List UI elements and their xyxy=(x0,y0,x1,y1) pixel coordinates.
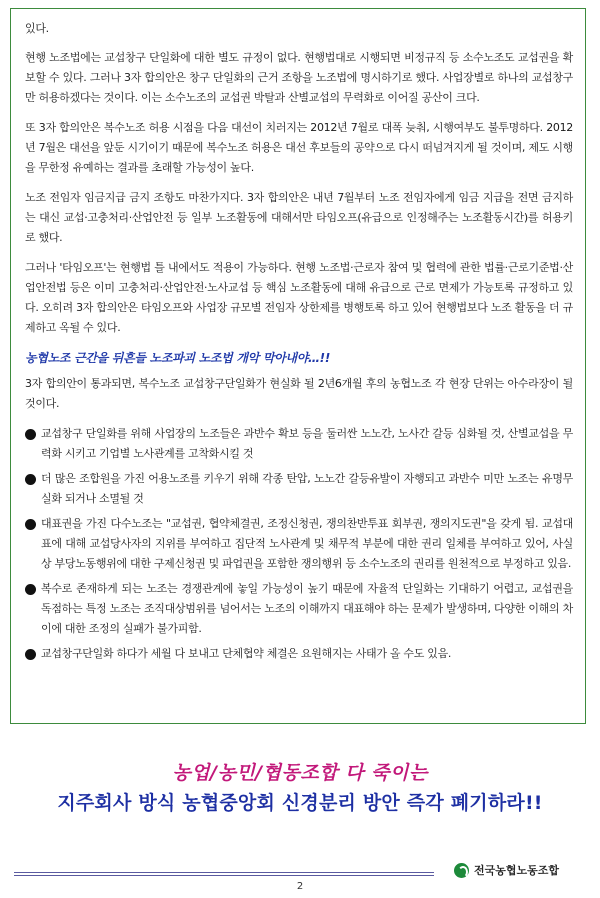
paragraph-1: 현행 노조법에는 교섭창구 단일화에 대한 별도 규정이 없다. 현행법대로 시행되면 비정규직 등 소수노조도 교섭권을 확보할 수 있다. 그러나 3자 합의안은 창구 단일화의 근거 조항을 노조법에 명시하기로 했다. 사업장별로 하나의 교섭창구만 허용하겠다는 것이다. 이는 소수노조의 교섭권 박탈과 산별교섭의 무력화로 이어질 공산이 크다. xyxy=(25,51,573,104)
bullet-text-1: 교섭창구 단일화를 위해 사업장의 노조들은 과반수 확보 등을 둘러싼 노노간, 노사간 갈등 심화될 것, 산별교섭을 무력화 시키고 기업별 노사관계를 고착화시킬 것 xyxy=(41,427,573,460)
section-heading: 농협노조 근간을 뒤흔들 노조파괴 노조법 개악 막아내야…!! xyxy=(25,351,331,365)
bullet-list xyxy=(25,424,573,664)
paragraph-3: 노조 전임자 임금지급 금지 조항도 마찬가지다. 3자 합의안은 내년 7월부터 노조 전임자에게 임금 지급을 전면 금지하는 대신 교섭·고충처리·산업안전 등 일부 노조활동에 대해서만 타임오프(유급으로 인정해주는 노조활동시간)를 허용키로 했다. xyxy=(25,191,573,244)
slogan-line-2: 지주회사 방식 농협중앙회 신경분리 방안 즉각 폐기하라!! xyxy=(57,792,543,814)
footer-divider xyxy=(14,872,434,876)
bullet-dot-icon xyxy=(25,429,36,440)
bullet-item-4 xyxy=(25,579,573,639)
page-number: 2 xyxy=(296,881,304,892)
bullet-item-5 xyxy=(25,644,573,664)
bullet-dot-icon xyxy=(25,474,36,485)
union-logo-icon xyxy=(454,863,469,878)
bullet-dot-icon xyxy=(25,519,36,530)
bullet-item-2 xyxy=(25,469,573,509)
slogan-line-1: 농업/농민/협동조합 다 죽이는 xyxy=(172,762,428,784)
bullet-dot-icon xyxy=(25,584,36,595)
paragraph-4: 그러나 '타임오프'는 현행법 틀 내에서도 적용이 가능하다. 현행 노조법·근로자 참여 및 협력에 관한 법률·근로기준법·산업안전법 등은 이미 고충처리·산업안전·노사교섭 등 핵심 노조활동에 대해 유급으로 근로 면제가 가능토록 규정하고 있다. 오히려 3자 합의안은 타임오프와 사업장 규모별 전임자 상한제를 병행토록 하고 있어 현행법보다 노조 활동을 더 규제하고 옥될 수 있다. xyxy=(25,261,573,334)
bullet-dot-icon xyxy=(25,649,36,660)
paragraph-5: 3자 합의안이 통과되면, 복수노조 교섭창구단일화가 현실화 될 2년6개월 후의 농협노조 각 현장 단위는 아수라장이 될 것이다. xyxy=(25,377,573,410)
organization-name: 전국농협노동조합 xyxy=(474,864,560,877)
bullet-text-4: 복수로 존재하게 되는 노조는 경쟁관계에 놓일 가능성이 높기 때문에 자율적 단일화는 기대하기 어렵고, 교섭권을 독점하는 특정 노조는 조직대상범위를 넘어서는 노조의 이해까지 대표해야 하는 문제가 발생하며, 다양한 이해의 차이에 대한 조정의 실패가 불가피함. xyxy=(41,582,573,635)
bullet-item-1 xyxy=(25,424,573,464)
bullet-text-5: 교섭창구단일화 하다가 세월 다 보내고 단체협약 체결은 요원해지는 사태가 올 수도 있음. xyxy=(41,647,452,660)
bullet-text-2: 더 많은 조합원을 가진 어용노조를 키우기 위해 각종 탄압, 노노간 갈등유발이 자행되고 과반수 미만 노조는 유명무실화 되거나 소멸될 것 xyxy=(41,472,573,505)
bullet-item-3 xyxy=(25,514,573,574)
paragraph-2: 또 3자 합의안은 복수노조 허용 시점을 다음 대선이 치러지는 2012년 7월로 대폭 늦춰, 시행여부도 불투명하다. 2012년 7월은 대선을 앞둔 시기이기 때문에 복수노조 허용은 대선 후보들의 공약으로 다시 떠넘겨지게 될 것이며, 제도 시행을 무한정 유예하는 결과를 초래할 가능성이 높다. xyxy=(25,121,573,174)
paragraph-continued: 있다. xyxy=(25,22,49,35)
content-box xyxy=(10,8,586,724)
footer-organization xyxy=(454,862,559,878)
bullet-text-3: 대표권을 가진 다수노조는 "교섭권, 협약체결권, 조정신청권, 쟁의찬반투표 회부권, 쟁의지도권"을 갖게 됨. 교섭대표에 대해 교섭당사자의 지위를 부여하고 집단적 노사관계 및 채무적 부분에 대한 권리 일체를 부여하고 있어, 사실상 부당노동행위에 대한 구제신청권 및 파업권을 포함한 쟁의행위 등 소수노조의 권리를 원천적으로 부정하고 있음. xyxy=(41,517,573,570)
